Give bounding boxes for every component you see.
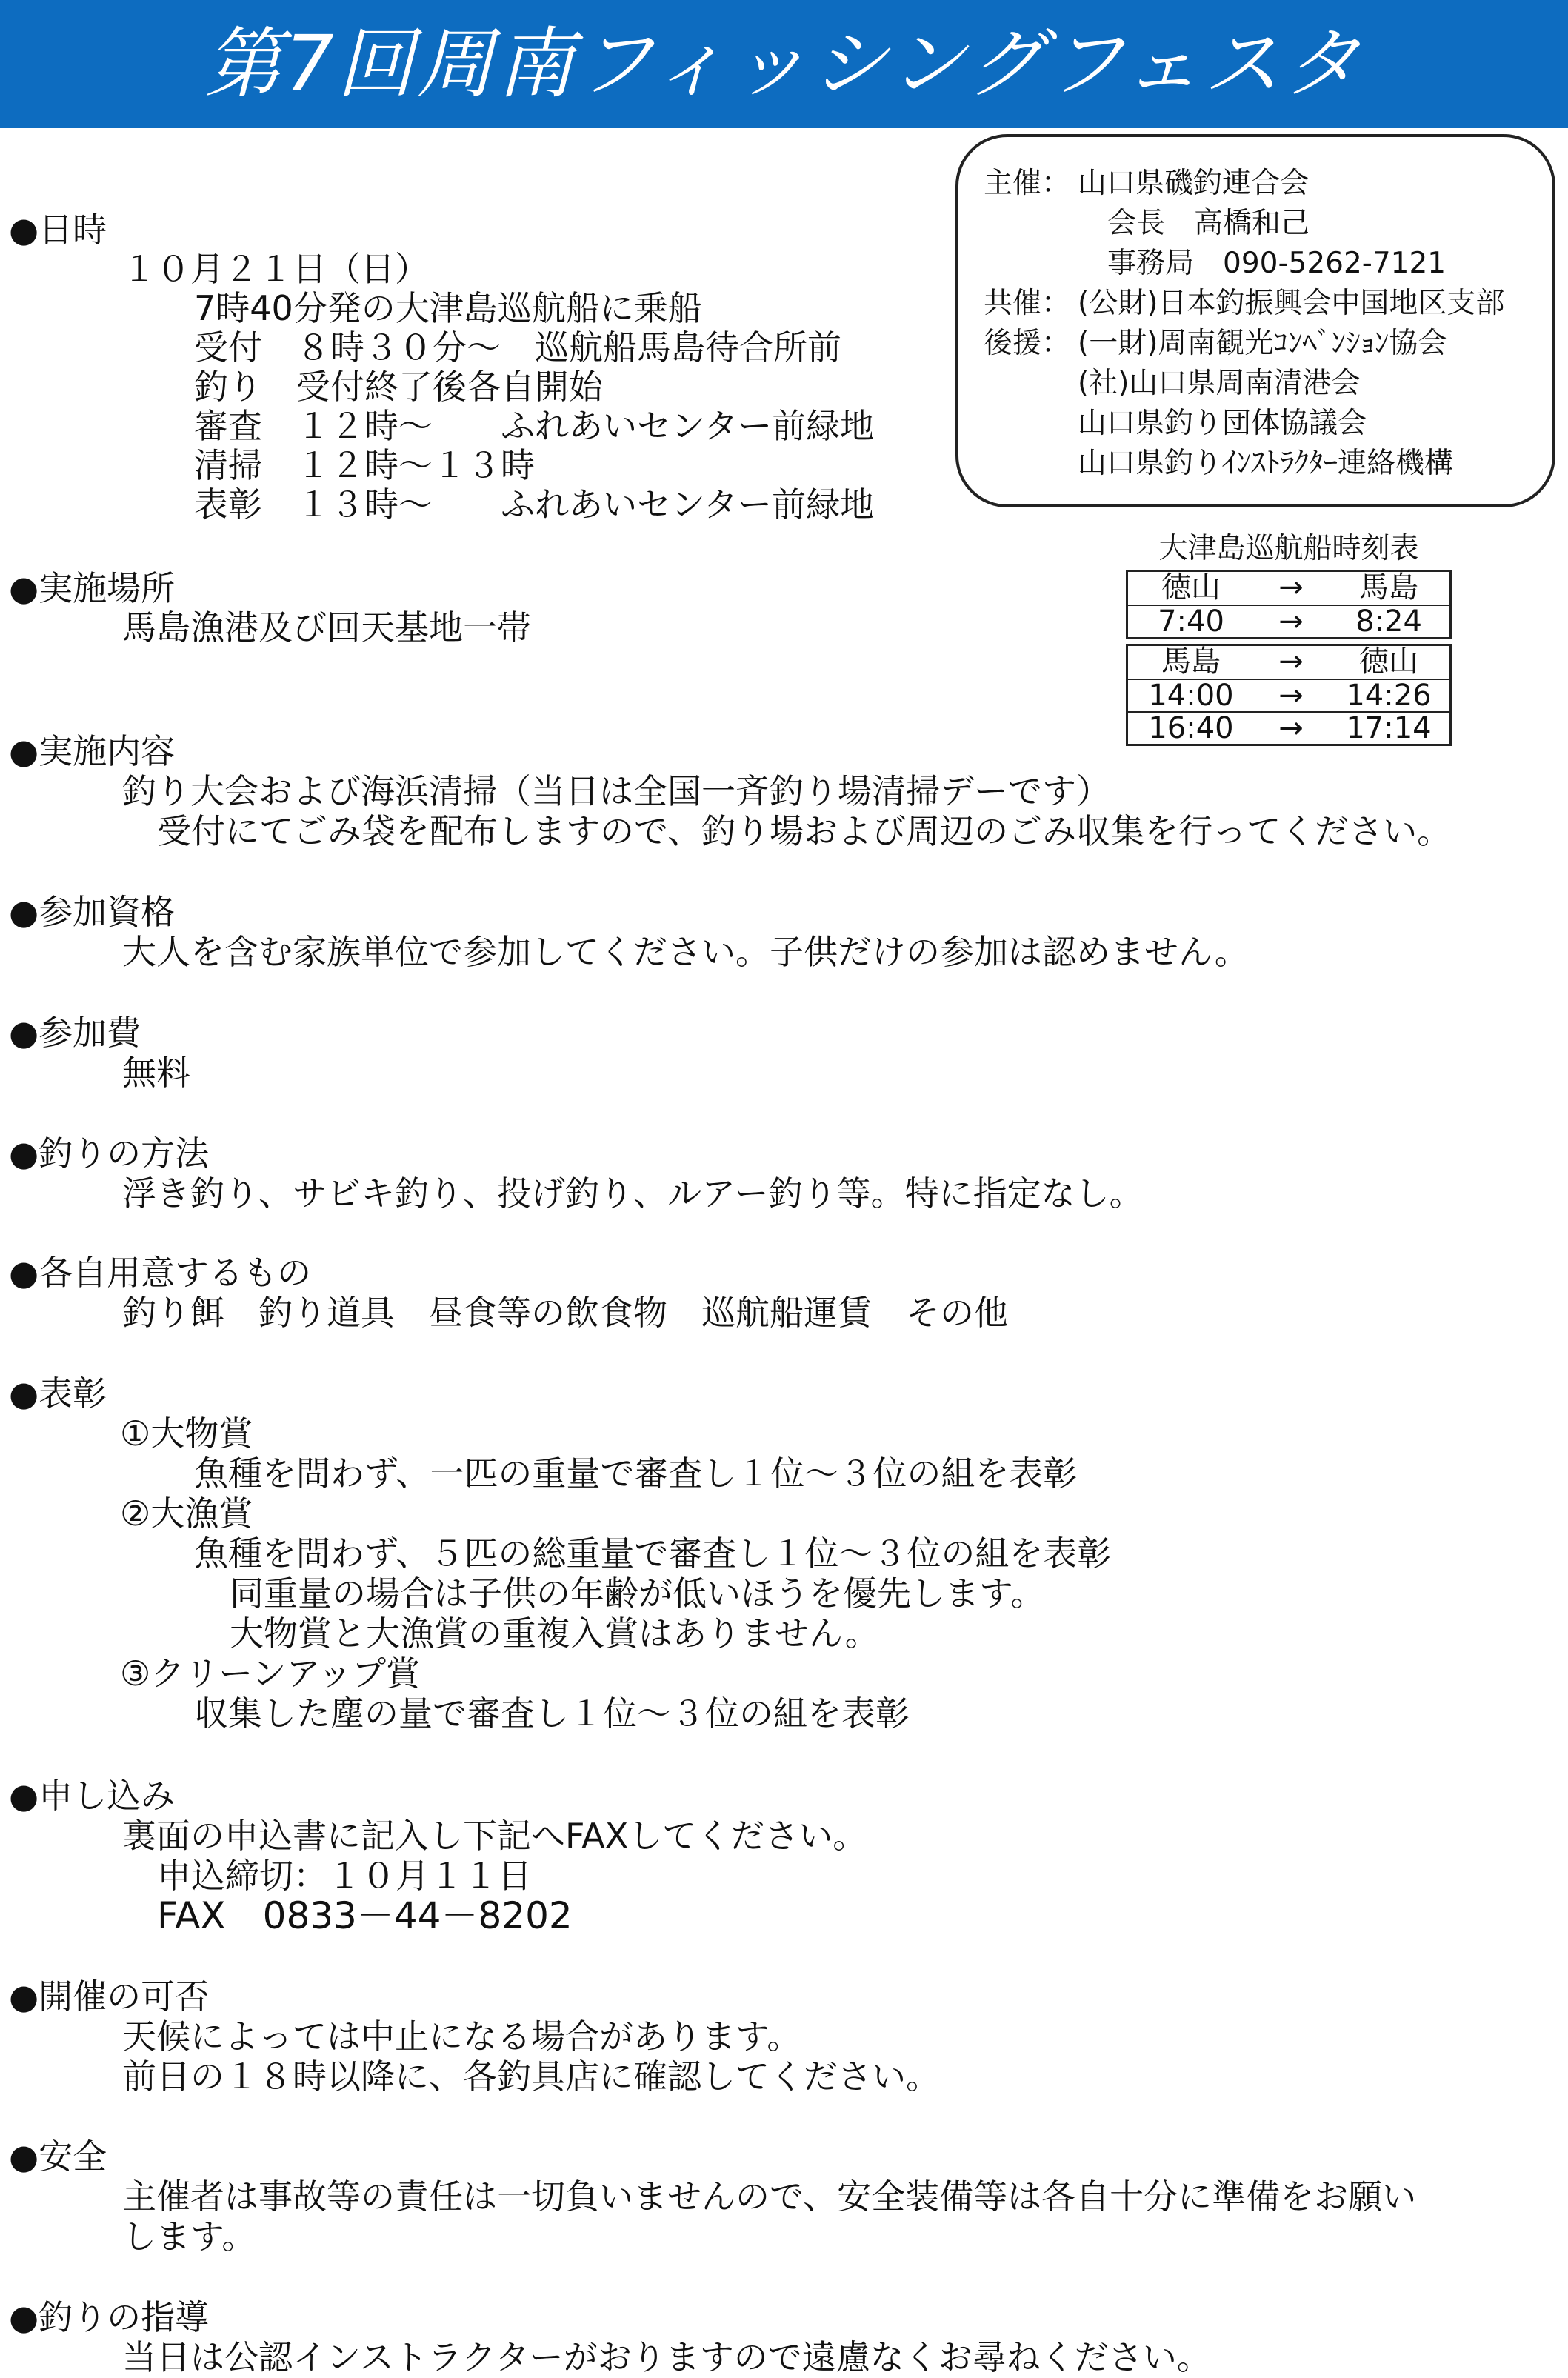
arrow: → [1278, 605, 1304, 639]
method-heading: ●釣りの方法 [9, 1133, 210, 1173]
support-label: 後援： [984, 327, 1071, 360]
boat-info: 7時40分発の大津島巡航船に乗船 [194, 288, 702, 328]
cell: 馬島 [1359, 570, 1418, 605]
ferry-schedule-title: 大津島巡航船時刻表 [1158, 532, 1419, 565]
supporter: 山口県釣りｲﾝｽﾄﾗｸﾀｰ連絡機構 [1078, 447, 1454, 480]
host-chair: 会長 高橋和己 [1107, 207, 1310, 240]
cohost-name: (公財)日本釣振興会中国地区支部 [1078, 287, 1505, 320]
arrow: → [1278, 711, 1304, 745]
award-info: 表彰 １３時～ ふれあいセンター前緑地 [194, 484, 875, 524]
table-row [1128, 572, 1449, 605]
safety-line: します。 [122, 2217, 256, 2257]
cleaning-info: 清掃 １２時～１３時 [194, 445, 535, 485]
content-heading: ●実施内容 [9, 731, 176, 771]
apply-text: 裏面の申込書に記入し下記へFAXしてください。 [122, 1816, 867, 1856]
cell: 7:40 [1158, 605, 1224, 639]
bring-heading: ●各自用意するもの [9, 1253, 312, 1293]
fee-text: 無料 [122, 1053, 190, 1093]
venue-text: 馬島漁港及び回天基地一帯 [122, 607, 531, 647]
table-row [1128, 711, 1449, 744]
cell: 馬島 [1161, 645, 1221, 679]
cell: 14:00 [1148, 679, 1234, 713]
apply-heading: ●申し込み [9, 1776, 176, 1816]
venue-heading: ●実施場所 [9, 568, 176, 608]
fax-number: FAX 0833－44－8202 [157, 1894, 573, 1937]
big-catch-award: ②大漁賞 [120, 1493, 253, 1533]
method-text: 浮き釣り、サビキ釣り、投げ釣り、ルアー釣り等。特に指定なし。 [122, 1173, 1144, 1213]
page-title: 第7回周南フィッシングフェスタ [204, 19, 1364, 109]
datetime-heading: ●日時 [9, 210, 107, 250]
big-fish-desc: 魚種を問わず、一匹の重量で審査し１位～３位の組を表彰 [194, 1453, 1078, 1493]
guidance-heading: ●釣りの指導 [9, 2297, 210, 2337]
arrow: → [1278, 679, 1304, 713]
cleanup-award: ③クリーンアップ賞 [120, 1653, 421, 1693]
eligibility-text: 大人を含む家族単位で参加してください。子供だけの参加は認めません。 [122, 932, 1249, 972]
table-row [1128, 679, 1449, 711]
host-office: 事務局 090-5262-7121 [1107, 247, 1447, 280]
cell: 16:40 [1148, 711, 1234, 745]
event-date: １０月２１日（日） [122, 249, 429, 289]
host-label: 主催： [984, 167, 1071, 200]
cell: 8:24 [1355, 605, 1422, 639]
go-heading: ●開催の可否 [9, 1976, 210, 2016]
cleanup-desc: 収集した塵の量で審査し１位～３位の組を表彰 [194, 1693, 910, 1733]
cohost-label: 共催： [984, 287, 1071, 320]
judging-info: 審査 １２時～ ふれあいセンター前緑地 [194, 406, 875, 446]
ferry-schedule [1126, 530, 1452, 746]
fishing-info: 釣り 受付終了後各自開始 [194, 367, 603, 407]
table-row [1128, 605, 1449, 637]
go-line: 前日の１８時以降に、各釣具店に確認してください。 [122, 2056, 940, 2096]
safety-heading: ●安全 [9, 2136, 107, 2176]
cell: 徳山 [1161, 570, 1221, 605]
content-line: 受付にてごみ袋を配布しますので、釣り場および周辺のごみ収集を行ってください。 [157, 811, 1452, 851]
guidance-text: 当日は公認インストラクターがおりますので遠慮なくお尋ねください。 [122, 2337, 1211, 2377]
bring-text: 釣り餌 釣り道具 昼食等の飲食物 巡航船運賃 その他 [122, 1293, 1008, 1333]
apply-deadline: 申込締切：１０月１１日 [157, 1856, 532, 1896]
tie-rule: 同重量の場合は子供の年齢が低いほうを優先します。 [230, 1573, 1045, 1613]
supporter: (社)山口県周南清港会 [1078, 367, 1361, 400]
arrow: → [1278, 570, 1304, 605]
big-fish-award: ①大物賞 [120, 1413, 253, 1453]
title-banner [0, 0, 1568, 128]
outbound-table [1126, 570, 1452, 639]
inbound-table [1126, 644, 1452, 746]
content-line: 釣り大会および海浜清掃（当日は全国一斉釣り場清掃デーです） [122, 771, 1110, 811]
arrow: → [1278, 645, 1304, 679]
go-line: 天候によっては中止になる場合があります。 [122, 2016, 801, 2056]
eligibility-heading: ●参加資格 [9, 892, 176, 932]
awards-heading: ●表彰 [9, 1373, 107, 1413]
fee-heading: ●参加費 [9, 1013, 141, 1053]
table-row [1128, 646, 1449, 679]
cell: 徳山 [1359, 645, 1418, 679]
cell: 17:14 [1346, 711, 1432, 745]
big-catch-desc: 魚種を問わず、５匹の総重量で審査し１位～３位の組を表彰 [194, 1533, 1112, 1573]
reception-info: 受付 ８時３０分～ 巡航船馬島待合所前 [194, 327, 841, 367]
no-double-rule: 大物賞と大漁賞の重複入賞はありません。 [230, 1613, 879, 1653]
safety-line: 主催者は事故等の責任は一切負いませんので、安全装備等は各自十分に準備をお願い [122, 2176, 1417, 2217]
supporter: (一財)周南観光ｺﾝﾍﾞﾝｼｮﾝ協会 [1078, 327, 1447, 360]
cell: 14:26 [1346, 679, 1432, 713]
host-name: 山口県磯釣連合会 [1078, 167, 1310, 200]
supporter: 山口県釣り団体協議会 [1078, 407, 1367, 440]
